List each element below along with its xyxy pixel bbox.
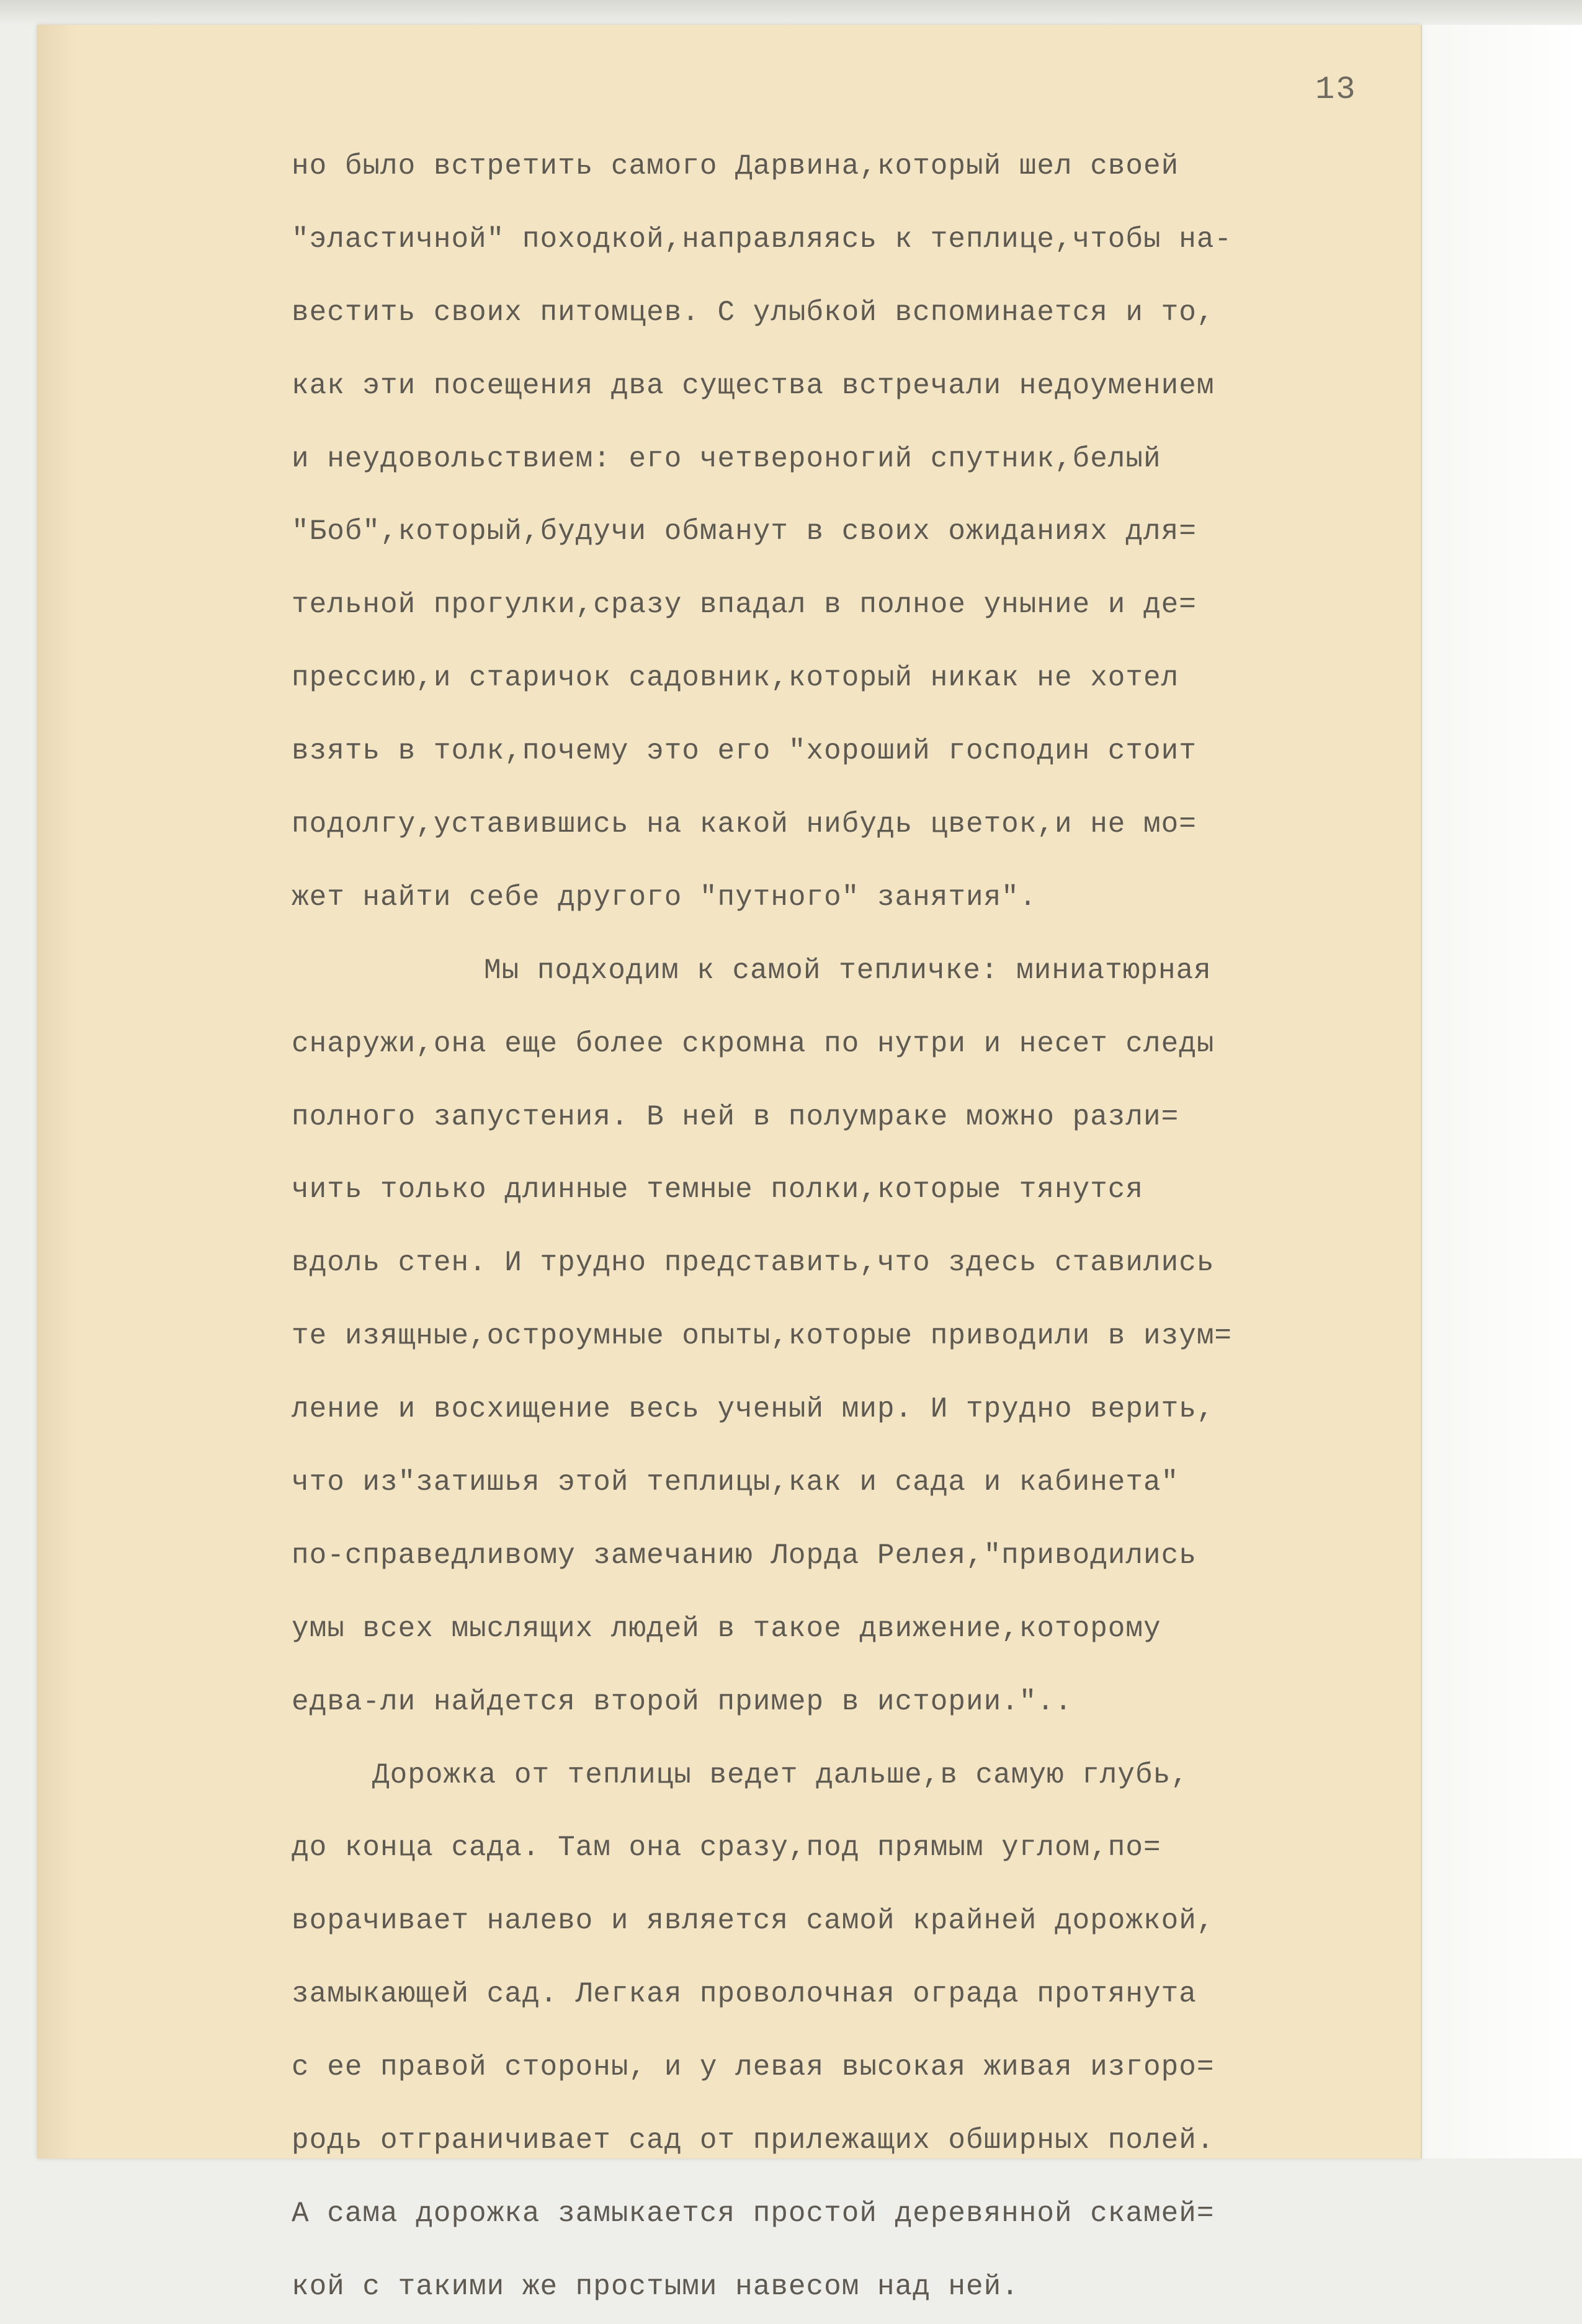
text-line: и неудовольствием: его четвероногий спутник,белый [292, 442, 1161, 475]
text-line: чить только длинные темные полки,которые тянутся [292, 1173, 1144, 1206]
text-line: замыкающей сад. Легкая проволочная ограда протянута [292, 1978, 1197, 2011]
text-line: "эластичной" походкой,направляясь к теплице,чтобы на- [292, 223, 1233, 256]
text-line: что из"затишья этой теплицы,как и сада и кабинета" [292, 1466, 1179, 1499]
text-line: "Боб",который,будучи обманут в своих ожиданиях для= [292, 515, 1197, 548]
text-line: вестить своих питомцев. С улыбкой вспоминается и то, [292, 296, 1215, 329]
paragraph-start-line: Мы подходим к самой тепличке: миниатюрная [484, 954, 1212, 987]
text-line: но было встретить самого Дарвина,который шел своей [292, 150, 1179, 182]
text-line: жет найти себе другого "путного" занятия". [292, 881, 1037, 914]
text-line: вдоль стен. И трудно представить,что здесь ставились [292, 1247, 1215, 1280]
text-line: по-справедливому замечанию Лорда Релея,"приводились [292, 1539, 1197, 1572]
typed-text-block [292, 130, 1396, 2324]
text-line: снаружи,она еще более скромна по нутри и несет следы [292, 1027, 1215, 1060]
text-line: как эти посещения два существа встречали недоумением [292, 369, 1215, 402]
text-line: взять в толк,почему это его "хороший господин стоит [292, 735, 1197, 768]
text-line: с ее правой стороны, и у левая высокая живая изгоро= [292, 2051, 1215, 2084]
text-line: ворачивает налево и является самой крайней дорожкой, [292, 1905, 1215, 1938]
text-line: прессию,и старичок садовник,который никак не хотел [292, 662, 1179, 695]
text-line: А сама дорожка замыкается простой деревянной скамей= [292, 2197, 1215, 2230]
scan-margin [1421, 25, 1582, 2158]
paragraph-start-line: Дорожка от теплицы ведет дальше,в самую глубь, [372, 1758, 1189, 1791]
text-line: кой с такими же простыми навесом над ней. [292, 2270, 1019, 2303]
text-line: подолгу,уставившись на какой нибудь цветок,и не мо= [292, 808, 1197, 841]
text-line: ление и восхищение весь ученый мир. И трудно верить, [292, 1393, 1215, 1426]
text-line: тельной прогулки,сразу впадал в полное уныние и де= [292, 589, 1197, 621]
page-number: 13 [1315, 71, 1357, 108]
text-line: умы всех мыслящих людей в такое движение,которому [292, 1612, 1161, 1645]
text-line: родь отграничивает сад от прилежащих обширных полей. [292, 2124, 1215, 2157]
text-line: полного запустения. В ней в полумраке можно разли= [292, 1100, 1179, 1133]
text-line: до конца сада. Там она сразу,под прямым углом,по= [292, 1832, 1161, 1864]
scan-background [0, 0, 1582, 25]
text-line: едва-ли найдется второй пример в истории.".. [292, 1685, 1073, 1718]
text-line: те изящные,остроумные опыты,которые приводили в изум= [292, 1320, 1233, 1353]
